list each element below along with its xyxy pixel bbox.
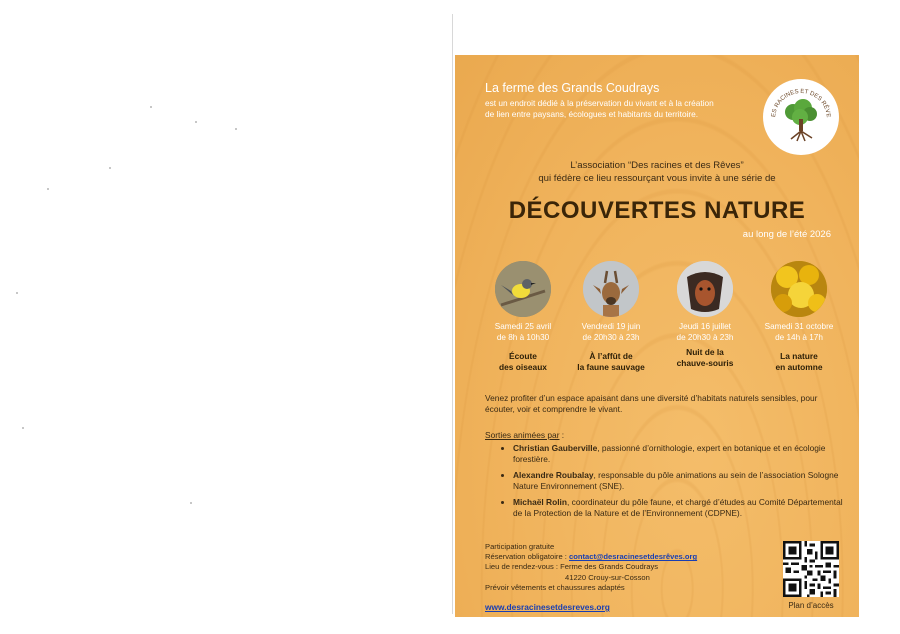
scan-speck — [190, 502, 192, 504]
tree-icon — [763, 79, 839, 155]
flyer — [455, 55, 859, 617]
subtitle: au long de l’été 2026 — [742, 229, 831, 240]
meeting-place: Lieu de rendez-vous : Ferme des Grands Coudrays — [485, 562, 659, 572]
email-link[interactable]: contact@desracinesetdesrêves.org — [569, 552, 698, 562]
scan-speck — [195, 121, 197, 123]
event-title-bat: Nuit de la chauve-souris — [676, 347, 734, 368]
deer-icon — [583, 261, 639, 317]
headline: DÉCOUVERTES NATURE — [508, 197, 806, 224]
scan-speck — [150, 106, 152, 108]
autumn-leaves-icon — [771, 261, 827, 317]
reservation-line: Réservation obligatoire : contact@desracinesetdesrêves.org — [485, 552, 698, 562]
list-item: • Alexandre Roubalay, responsable du pôle animations au sein de l’association Sologne Nature Environnement (SNE). — [513, 470, 843, 492]
intro-line-2: qui fédère ce lieu ressourçant vous invite à une série de — [538, 172, 776, 184]
event-photo-bat — [677, 261, 733, 317]
guides-heading: Sorties animées par : — [485, 430, 565, 440]
scan-speck — [16, 292, 18, 294]
event-date-bat: Jeudi 16 juillet de 20h30 à 23h — [676, 322, 734, 342]
association-logo — [763, 79, 839, 155]
event-date-autumn: Samedi 31 octobre de 14h à 17h — [764, 322, 834, 342]
qr-code[interactable] — [783, 541, 839, 597]
qr-code-icon — [783, 541, 839, 597]
list-item: • Michaël Rolin, coordinateur du pôle faune, et chargé d’études au Comité Départemental de la Protection de la Nature et de l’Environnement (CDPNE). — [513, 497, 843, 519]
event-photo-birds — [495, 261, 551, 317]
list-item: • Christian Gauberville, passionné d’ornithologie, expert en botanique et en écologie forestière. — [513, 443, 843, 465]
event-date-deer: Vendredi 19 juin de 20h30 à 23h — [581, 322, 641, 342]
scan-speck — [22, 427, 24, 429]
bird-icon — [495, 261, 551, 317]
event-title-deer: À l’affût de la faune sauvage — [577, 351, 645, 372]
event-photo-autumn — [771, 261, 827, 317]
bat-icon — [677, 261, 733, 317]
farm-description: est un endroit dédié à la préservation du vivant et à la création de lien entre paysans, écologues et habitants du territoire. — [485, 98, 714, 119]
scan-speck — [235, 128, 237, 130]
scan-speck — [109, 167, 111, 169]
advice: Prévoir vêtements et chaussures adaptés — [485, 582, 625, 592]
event-title-birds: Écoute des oiseaux — [499, 351, 547, 372]
participation: Participation gratuite — [485, 542, 555, 551]
practical-info — [485, 542, 697, 593]
event-date-birds: Samedi 25 avril de 8h à 10h30 — [494, 322, 552, 342]
scan-speck — [47, 188, 49, 190]
intro-line-1: L’association “Des racines et des Rêves” — [570, 160, 744, 171]
body-text: Venez profiter d’un espace apaisant dans une diversité d’habitats naturels sensibles, pour écouter, voir et comprendre le vivant. — [485, 393, 818, 414]
association-intro — [455, 160, 859, 185]
address: 41220 Crouy-sur-Cosson — [565, 572, 650, 582]
qr-caption: Plan d’accès — [788, 601, 834, 610]
guides-list — [503, 443, 843, 524]
event-photo-deer — [583, 261, 639, 317]
scan-edge — [452, 14, 453, 614]
farm-name: La ferme des Grands Coudrays — [485, 81, 660, 95]
website-link[interactable]: www.desracinesetdesreves.org — [485, 602, 610, 612]
svg-text:DES RACINES ET DES RÊVES: ES RACINES ET DES RÊVE — [771, 88, 832, 118]
event-title-autumn: La nature en automne — [775, 351, 823, 372]
